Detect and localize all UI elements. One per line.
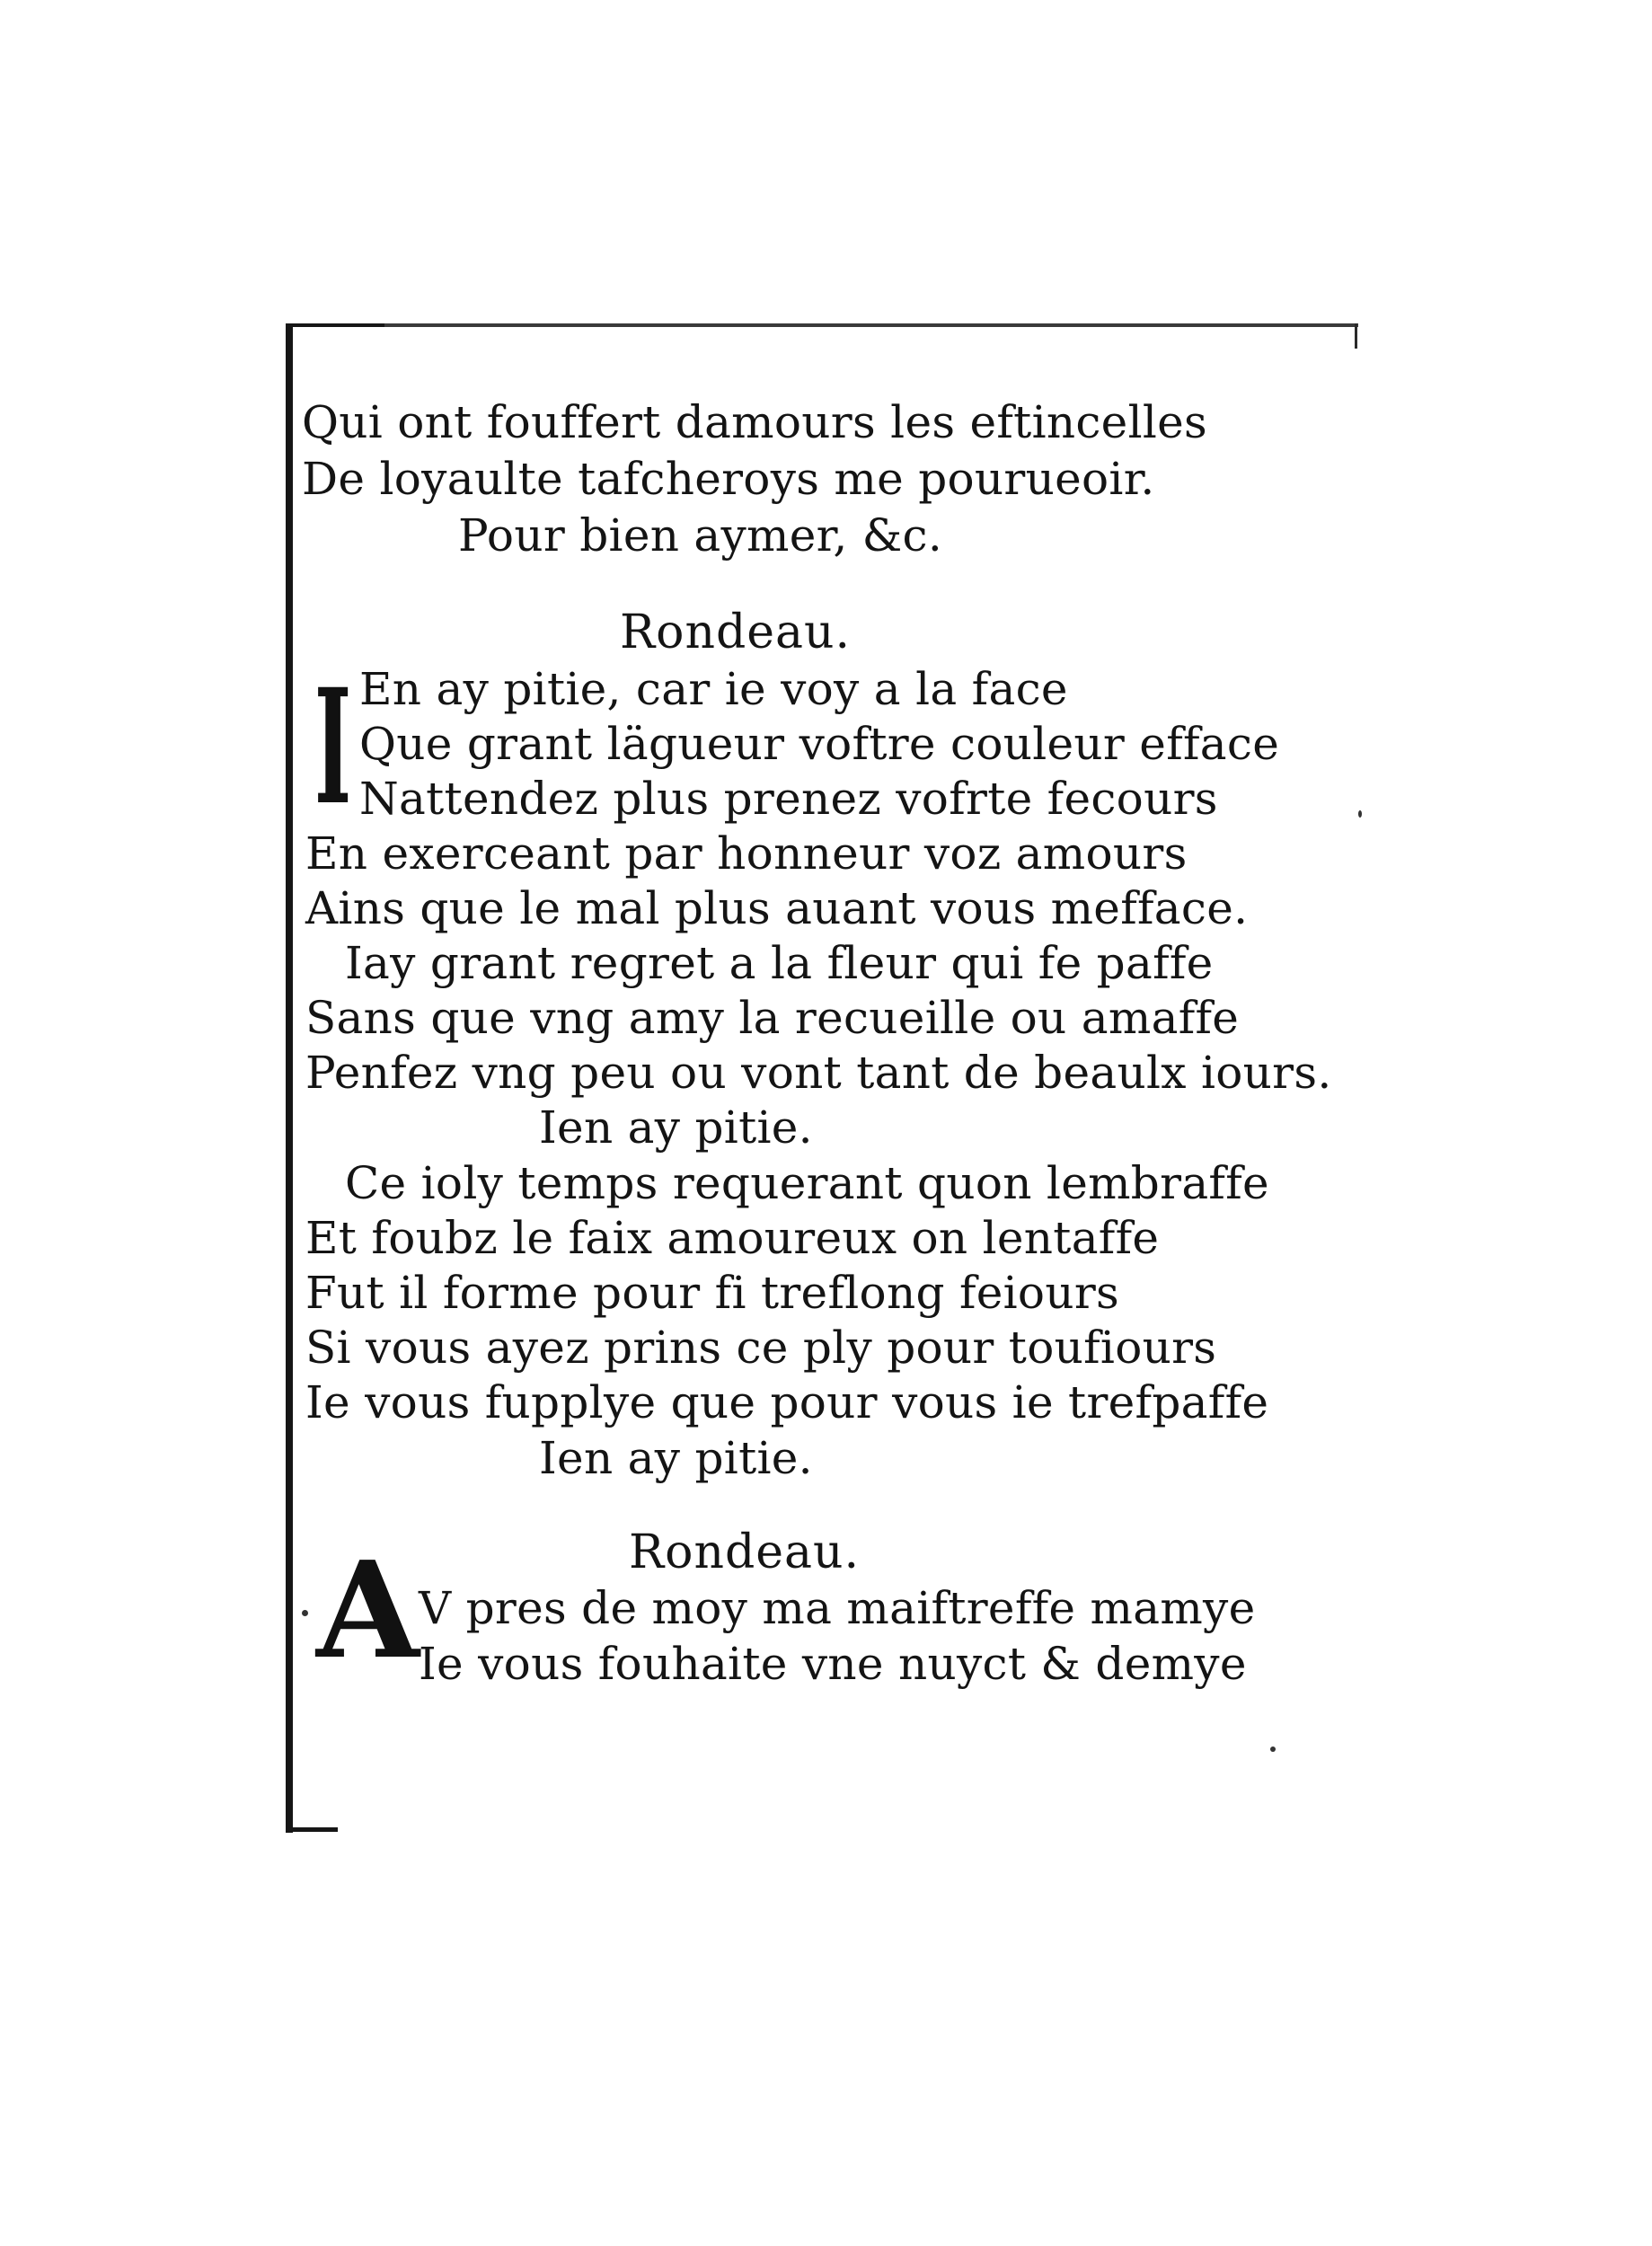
poem-line: Ains que le mal plus auant vous meffacе. bbox=[305, 882, 1249, 934]
poem-refrain: Ien ay pitie. bbox=[539, 1432, 813, 1484]
poem-line: Si vous ayez prins ce ply pour toufiours bbox=[305, 1322, 1217, 1374]
poem-line: De loyaulte tafcheroys me pourueoir. bbox=[302, 453, 1155, 505]
left-frame-rule bbox=[286, 323, 293, 1833]
top-frame-rule-end bbox=[1355, 323, 1357, 349]
rondeau-title: Rondeau. bbox=[620, 606, 852, 659]
poem-line: Qui ont fouffert damours les eftincelles bbox=[302, 396, 1207, 448]
poem-line: Ie vous fouhaite vne nuyct & demye bbox=[419, 1638, 1247, 1690]
poem-line: V pres de moy ma maiftreffe mamye bbox=[419, 1582, 1256, 1634]
poem-line: En ay pitie, car ie voy a la face bbox=[359, 663, 1068, 715]
ink-speck bbox=[1358, 810, 1362, 818]
poem-line: Nattendez plus prenez vofrte fecours bbox=[359, 773, 1218, 825]
poem-line: Penfez vng peu ou vont tant de beaulx iours. bbox=[305, 1047, 1332, 1099]
ink-speck bbox=[1270, 1746, 1276, 1752]
poem-line: Ie vous fupplye que pour vous ie trefpaffe bbox=[305, 1376, 1269, 1428]
bottom-frame-rule bbox=[286, 1827, 338, 1832]
poem-line: Que grant läguеur voftre couleur efface bbox=[359, 718, 1280, 770]
poem-line: Ce ioly temps requerant quon lembraffe bbox=[345, 1157, 1269, 1209]
poem-line: Sans que vng amy la recueille ou amaffe bbox=[305, 992, 1240, 1044]
poem-line: Iay grant regret a la fleur qui fe paffe bbox=[345, 937, 1214, 989]
rondeau-title: Rondeau. bbox=[629, 1525, 861, 1579]
drop-cap-initial: I bbox=[314, 654, 352, 840]
poem-line: Fut il forme pour fi treflong feiours bbox=[305, 1267, 1119, 1319]
ink-speck bbox=[302, 1610, 308, 1616]
poem-line: En exerceant par honneur voz amours bbox=[305, 827, 1188, 880]
poem-line: Et foubz le faix amoureux on lentaffe bbox=[305, 1212, 1160, 1264]
top-frame-rule bbox=[286, 323, 1358, 327]
drop-cap-initial: A bbox=[316, 1532, 420, 1688]
poem-refrain: Ien ay pitie. bbox=[539, 1101, 813, 1154]
poem-refrain: Pour bien aymer, &c. bbox=[458, 509, 943, 562]
